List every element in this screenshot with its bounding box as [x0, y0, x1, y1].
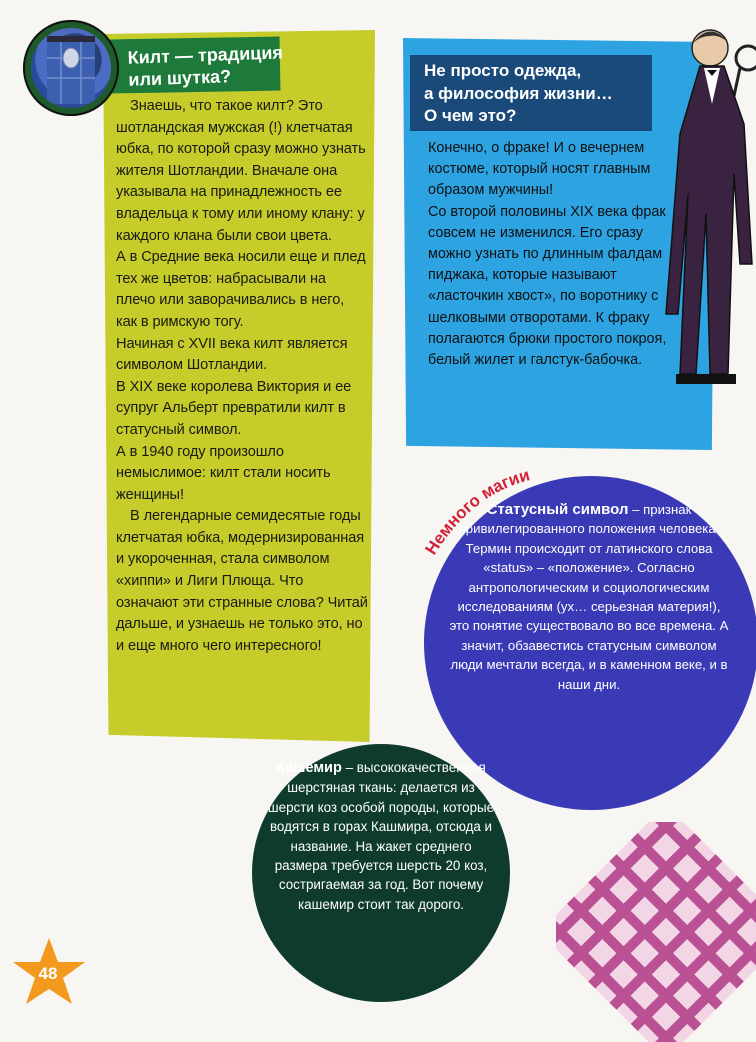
kilt-paragraph-1: Знаешь, что такое килт? Это шотландская мужская (!) клетчатая юбка, по которой сразу можно узнать жителя Шотландии. Вначале она указывала на принадлежность ее владельца к тому или иному клану: у каждого клана были свои цвета.	[116, 98, 366, 244]
kilt-paragraph-3: Начиная с XVII века килт является символом Шотландии.	[116, 335, 348, 374]
page-number: 48	[38, 964, 58, 983]
status-symbol-text	[448, 500, 730, 694]
frac-title-line1: Не просто одежда,	[424, 61, 582, 80]
frac-paragraph-1: Конечно, о фраке! И о вечернем костюме, который носят главным образом мужчины!	[428, 140, 651, 199]
frac-title-line2: а философия жизни…	[424, 83, 613, 103]
kilt-title	[127, 41, 288, 91]
kilt-paragraph-6: В легендарные семидесятые годы клетчатая юбка, модернизированная и укороченная, стала символом «хиппи» и Лиги Плюща. Что означают эти странные слова? Читай дальше, и узнаешь не только это, но и еще много чего интересного!	[116, 508, 368, 654]
cashmere-definition: – высококачественная шерстяная ткань: делается из шерсти коз особой породы, которые водятся в горах Кашмира, отсюда и название. На жакет среднего размера требуется шерсть 20 коз, состригаемая за год. Вот почему кашемир стоит так дорого.	[267, 760, 495, 912]
status-symbol-definition: – признак привилегированного положения человека. Термин происходит от латинского слова «status» – «положение». Согласно антропологическим и социологическим исследованиям (ух… серьезная материя!), это понятие существовало во все времена. А значит, обзавестись статусным символом люди мечтали всегда, и в каменном веке, и в наши дни.	[449, 502, 729, 692]
kilt-paragraph-4: В XIX веке королева Виктория и ее супруг Альберт превратили килт в статусный символ.	[116, 378, 352, 438]
kilt-photo-icon	[31, 28, 111, 108]
kilt-paragraph-2: А в Средние века носили еще и плед тех же цветов: набрасывали на плечо или заворачивались в него, как в римскую тогу.	[116, 249, 366, 330]
frac-title	[424, 60, 664, 128]
kilt-paragraph-5: А в 1940 году произошло немыслимое: килт стали носить женщины!	[116, 443, 331, 503]
frac-paragraph-2: Со второй половины XIX века фрак совсем не изменился. Его сразу можно узнать по длинным фалдам пиджака, которые называют «ласточкин хвост», по воротнику с шелковыми отворотами. К фраку полагаются брюки простого покроя, белый жилет и галстук-бабочка.	[428, 203, 667, 369]
kilt-title-line1: Килт — традиция	[127, 42, 284, 68]
kilt-body	[116, 96, 368, 657]
magic-arc-text: Немного магии	[421, 465, 532, 558]
plaid-fabric-icon	[556, 822, 756, 1042]
cashmere-text	[266, 758, 496, 914]
gentleman-in-tailcoat-icon	[648, 14, 756, 390]
cashmere-term: Кашемир	[276, 760, 342, 776]
kilt-title-line2: или шутка?	[128, 66, 232, 90]
frac-title-line3: О чем это?	[424, 106, 517, 125]
status-symbol-term: Статусный символ	[486, 501, 629, 518]
